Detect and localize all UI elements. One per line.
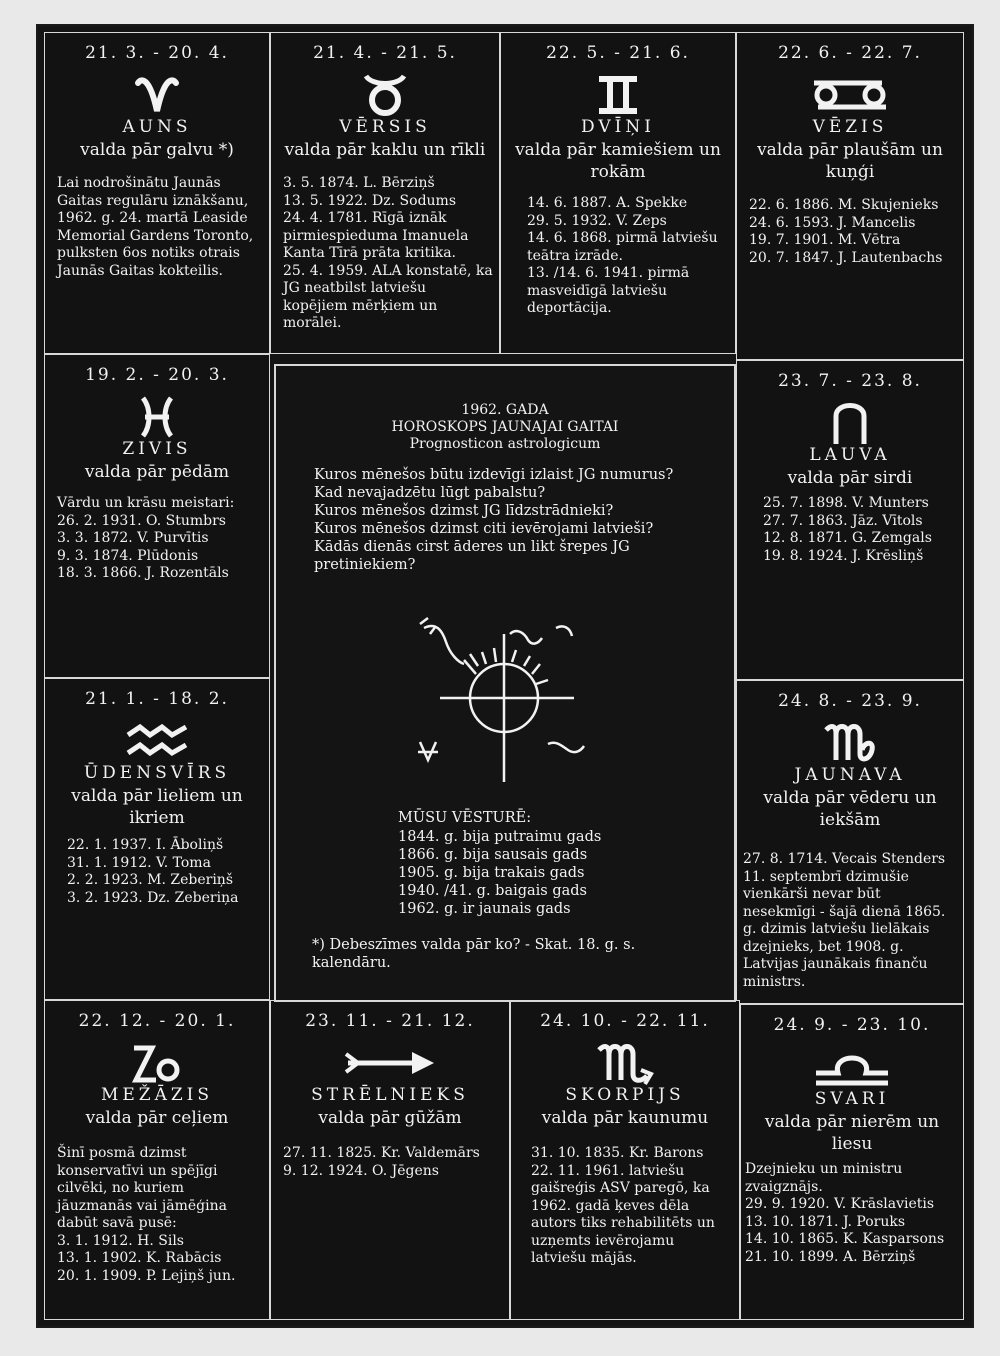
footnote: *) Debeszīmes valda pār ko? - Skat. 18. g. s. kalendāru. — [312, 937, 636, 971]
sign-rules: valda pār pēdām — [84, 462, 230, 482]
sign-rules: valda pār nierēm un liesu — [764, 1112, 940, 1154]
sign-name: LAUVA — [809, 445, 891, 465]
title-year: 1962. GADA — [461, 402, 549, 418]
sign-text: 3. 5. 1874. L. Bērziņš 13. 5. 1922. Dz. Sodums 24. 4. 1781. Rīgā iznāk pirmiespieduma Imanuela Kanta Tīrā prāta kritika. 25. 4. 1959. ALA konstatē, ka JG neatbilst latviešu kopējiem mērķiem un morālei. — [283, 175, 493, 331]
sign-lauva — [736, 360, 964, 680]
sign-name: ZIVIS — [122, 439, 192, 459]
sign-name: AUNS — [122, 117, 192, 137]
sign-name: SKORPIJS — [565, 1085, 685, 1105]
center-panel — [274, 364, 736, 1002]
date-range: 19. 2. - 20. 3. — [85, 365, 229, 385]
sagittarius-icon — [271, 1035, 509, 1091]
date-range: 21. 4. - 21. 5. — [313, 43, 457, 63]
sign-name: STRĒLNIEKS — [311, 1085, 469, 1105]
date-range: 23. 11. - 21. 12. — [305, 1011, 475, 1031]
sign-strelnieks — [270, 1000, 510, 1320]
sign-name: SVARI — [814, 1089, 890, 1109]
sign-rules: valda pār kamiešiem un rokām — [515, 140, 721, 182]
sign-text: Šinī posmā dzimst konservatīvi un spējīgi cilvēki, no kuriem jāuzmanās vai jāmēģina dabūt savā pusē: 3. 1. 1912. H. Sils 13. 1. 1902. K. Rabācis 20. 1. 1909. P. Lejiņš jun. — [57, 1145, 236, 1284]
horoscope-page — [36, 24, 974, 1328]
sign-name: ŪDENSVĪRS — [83, 763, 231, 783]
sign-rules: valda pār gūžām — [318, 1108, 462, 1128]
date-range: 22. 5. - 21. 6. — [546, 43, 690, 63]
virgo-icon — [737, 715, 963, 771]
date-range: 24. 9. - 23. 10. — [773, 1015, 931, 1035]
taurus-icon — [271, 67, 499, 123]
sign-udensvirs — [44, 678, 270, 1000]
sign-skorpijs — [510, 1000, 740, 1320]
sign-rules: valda pār sirdi — [787, 468, 913, 488]
pisces-icon — [45, 389, 269, 445]
sign-text: Dzejnieku un ministru zvaigznājs. 29. 9. 1920. V. Krāslavietis 13. 10. 1871. J. Poruks 14. 10. 1865. K. Kasparsons 21. 10. 1899. A. Bērziņš — [745, 1161, 945, 1265]
sign-text: 25. 7. 1898. V. Munters 27. 7. 1863. Jāz. Vītols 12. 8. 1871. G. Zemgals 19. 8. 1924. J. Krēsliņš — [763, 495, 932, 564]
sign-text: Lai nodrošinātu Jaunās Gaitas regulāru iznākšanu, 1962. g. 24. martā Leaside Memorial Gardens Toronto, pulksten 6os notiks otrais Jaunās Gaitas kokteilis. — [57, 175, 254, 279]
aries-icon — [45, 67, 269, 123]
sign-text: Vārdu un krāsu meistari: 26. 2. 1931. O. Stumbrs 3. 3. 1872. V. Purvītis 9. 3. 1874. Plūdonis 18. 3. 1866. J. Rozentāls — [57, 495, 235, 581]
gemini-icon — [501, 67, 735, 123]
history-list: 1844. g. bija putraimu gads 1866. g. bija sausais gads 1905. g. bija trakais gads 1940. /41. g. baigais gads 1962. g. ir jaunais gads — [398, 829, 602, 917]
sign-mezazis — [44, 1000, 270, 1320]
sign-rules: valda pār ceļiem — [85, 1108, 229, 1128]
sign-name: VĒRSIS — [339, 117, 431, 137]
sign-zivis — [44, 354, 270, 678]
sign-rules: valda pār vēderu un iekšām — [763, 788, 937, 830]
sign-rules: valda pār galvu *) — [80, 140, 234, 160]
libra-icon — [741, 1039, 963, 1095]
sign-name: DVĪŅI — [581, 117, 655, 137]
sign-rules: valda pār kaunumu — [541, 1108, 709, 1128]
date-range: 22. 12. - 20. 1. — [78, 1011, 236, 1031]
date-range: 22. 6. - 22. 7. — [778, 43, 922, 63]
date-range: 24. 10. - 22. 11. — [540, 1011, 710, 1031]
sign-auns — [44, 32, 270, 354]
sign-jaunava — [736, 680, 964, 1004]
history-heading: MŪSU VĒSTURĒ: — [398, 810, 532, 826]
sign-text: 22. 6. 1886. M. Skujenieks 24. 6. 1593. J. Mancelis 19. 7. 1901. M. Vētra 20. 7. 1847. J. Lautenbachs — [749, 197, 943, 266]
leo-icon — [737, 395, 963, 451]
sign-rules: valda pār plaušām un kuņģi — [757, 140, 943, 182]
sign-text: 27. 11. 1825. Kr. Valdemārs 9. 12. 1924. O. Jēgens — [283, 1145, 480, 1179]
sign-svari — [740, 1004, 964, 1320]
center-title — [276, 402, 734, 453]
cosmic-drawing — [406, 614, 616, 784]
sign-text: 22. 1. 1937. I. Āboliņš 31. 1. 1912. V. Toma 2. 2. 1923. M. Zeberiņš 3. 2. 1923. Dz. Zeberiņa — [67, 837, 239, 906]
capricorn-icon — [45, 1035, 269, 1091]
sign-name: MEŽĀZIS — [100, 1085, 214, 1105]
sign-name: VĒZIS — [812, 117, 888, 137]
questions: Kuros mēnešos būtu izdevīgi izlaist JG numurus? Kad nevajadzētu lūgt pabalstu? Kuros mēnešos dzimst JG līdzstrādnieki? Kuros mēnešos dzimst citi ievērojami latvieši? Kādās dienās cirst āderes un likt šrepes JG pretiniekiem? — [314, 467, 674, 573]
sign-dvini — [500, 32, 736, 354]
cancer-icon — [737, 67, 963, 123]
aquarius-icon — [45, 713, 269, 769]
title-subtitle: Prognosticon astrologicum — [409, 436, 601, 452]
date-range: 21. 1. - 18. 2. — [85, 689, 229, 709]
date-range: 21. 3. - 20. 4. — [85, 43, 229, 63]
sign-text: 31. 10. 1835. Kr. Barons 22. 11. 1961. latviešu gaišreģis ASV paregō, ka 1962. gadā ķeves dēla autors tiks rehabilitēts un uzņemts ievērojamu latviešu mājās. — [531, 1145, 715, 1266]
scorpio-icon — [511, 1035, 739, 1091]
sign-vezis — [736, 32, 964, 360]
sign-versis — [270, 32, 500, 354]
sign-text: 14. 6. 1887. A. Spekke 29. 5. 1932. V. Zeps 14. 6. 1868. pirmā latviešu teātra izrāde. 13. /14. 6. 1941. pirmā masveidīgā latviešu deportācija. — [527, 195, 718, 316]
title-main: HOROSKOPS JAUNAJAI GAITAI — [391, 419, 619, 435]
sign-rules: valda pār kaklu un rīkli — [284, 140, 486, 160]
sign-text: 27. 8. 1714. Vecais Stenders 11. septembrī dzimušie vienkārši nevar būt nesekmīgi - šajā dienā 1865. g. dzimis latviešu lielākais dzejnieks, bet 1908. g. Latvijas jaunākais finanču ministrs. — [743, 851, 946, 990]
sign-rules: valda pār lieliem un ikriem — [71, 786, 243, 828]
date-range: 24. 8. - 23. 9. — [778, 691, 922, 711]
date-range: 23. 7. - 23. 8. — [778, 371, 922, 391]
sign-name: JAUNAVA — [794, 765, 906, 785]
